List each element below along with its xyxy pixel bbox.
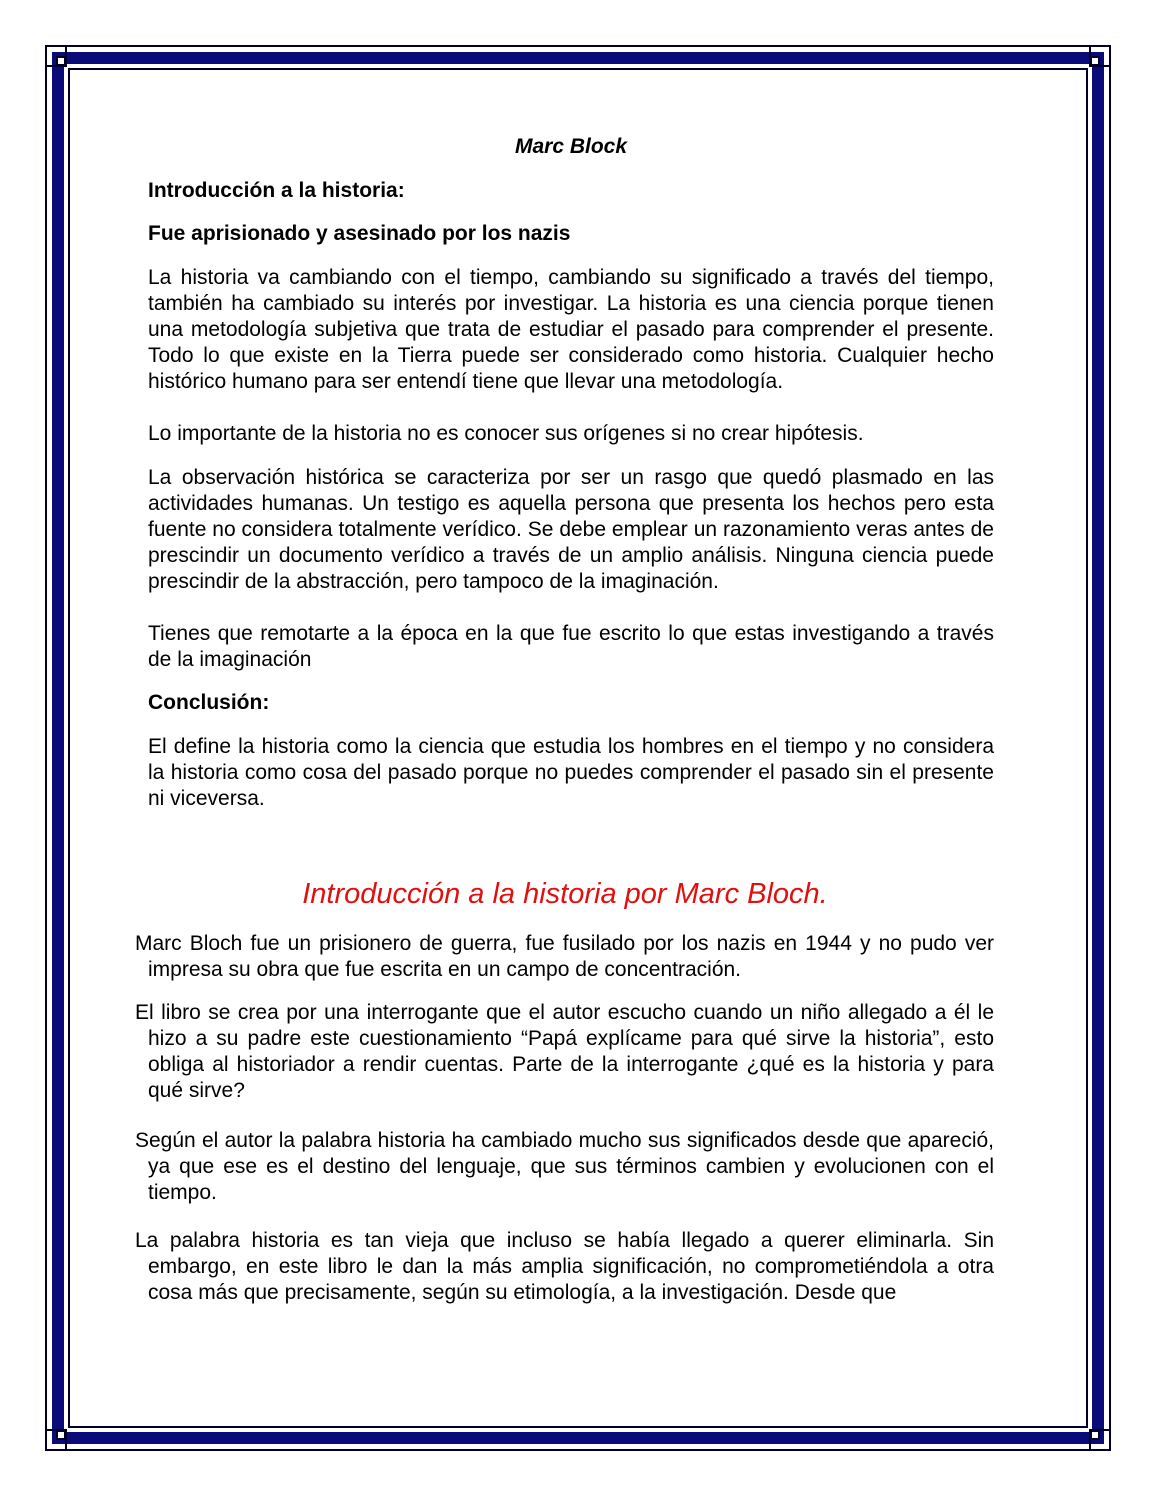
paragraph-book-origin: El libro se crea por una interrogante que el autor escucho cuando un niño allegado a él le hizo a su padre este cuestionamiento “Papá explícame para qué sirve la historia”, esto obliga al historiador a rendir cuentas. Parte de la interrogante ¿qué es la historia y para qué sirve?	[135, 1001, 994, 1102]
border-corner-square-bottom-right	[1090, 1430, 1100, 1440]
paragraph-word-meaning: Según el autor la palabra historia ha cambiado mucho sus significados desde que apareció, ya que ese es el destino del lenguaje, que sus términos cambien y evolucionen con el tiempo.	[135, 1129, 994, 1204]
paragraph-hypothesis: Lo importante de la historia no es conocer sus orígenes si no crear hipótesis.	[148, 422, 864, 445]
paragraph-conclusion: El define la historia como la ciencia que estudia los hombres en el tiempo y no considera la historia como cosa del pasado porque no puedes comprender el pasado sin el presente ni viceversa.	[148, 735, 994, 810]
paragraph-bloch-prisoner: Marc Bloch fue un prisionero de guerra, fue fusilado por los nazis en 1944 y no pudo ver impresa su obra que fue escrita en un campo de concentración.	[135, 932, 994, 981]
document-title: Marc Block	[514, 135, 628, 158]
paragraph-history-changes: La historia va cambiando con el tiempo, cambiando su significado a través del tiempo, también ha cambiado su interés por investigar. La historia es una ciencia porque tienen una metodología subjetiva que trata de estudiar el pasado para comprender el presente. Todo lo que existe en la Tierra puede ser considerado como historia. Cualquier hecho histórico humano para ser entendí tiene que llevar una metodología.	[148, 266, 994, 393]
paragraph-imagination: Tienes que remotarte a la época en la que fue escrito lo que estas investigando a través de la imaginación	[148, 622, 994, 671]
border-corner-square-bottom-left	[56, 1430, 66, 1440]
paragraph-observation: La observación histórica se caracteriza por ser un rasgo que quedó plasmado en las actividades humanas. Un testigo es aquella persona que presenta los hechos pero esta fuente no considera totalmente verídico. Se debe emplear un razonamiento veras antes de prescindir un documento verídico a través de un amplio análisis. Ninguna ciencia puede prescindir de la abstracción, pero tampoco de la imaginación.	[148, 466, 994, 593]
border-corner-square-top-right	[1090, 56, 1100, 66]
section-title: Introducción a la historia por Marc Bloch.	[302, 878, 828, 910]
paragraph-word-old: La palabra historia es tan vieja que incluso se había llegado a querer eliminarla. Sin embargo, en este libro le dan la más amplia significación, no comprometiéndola a otra cosa más que precisamente, según su etimología, a la investigación. Desde que	[135, 1229, 994, 1304]
heading-subtitle: Fue aprisionado y asesinado por los nazis	[148, 222, 571, 245]
heading-conclusion: Conclusión:	[148, 691, 270, 714]
border-corner-square-top-left	[56, 56, 66, 66]
heading-intro: Introducción a la historia:	[148, 179, 405, 202]
